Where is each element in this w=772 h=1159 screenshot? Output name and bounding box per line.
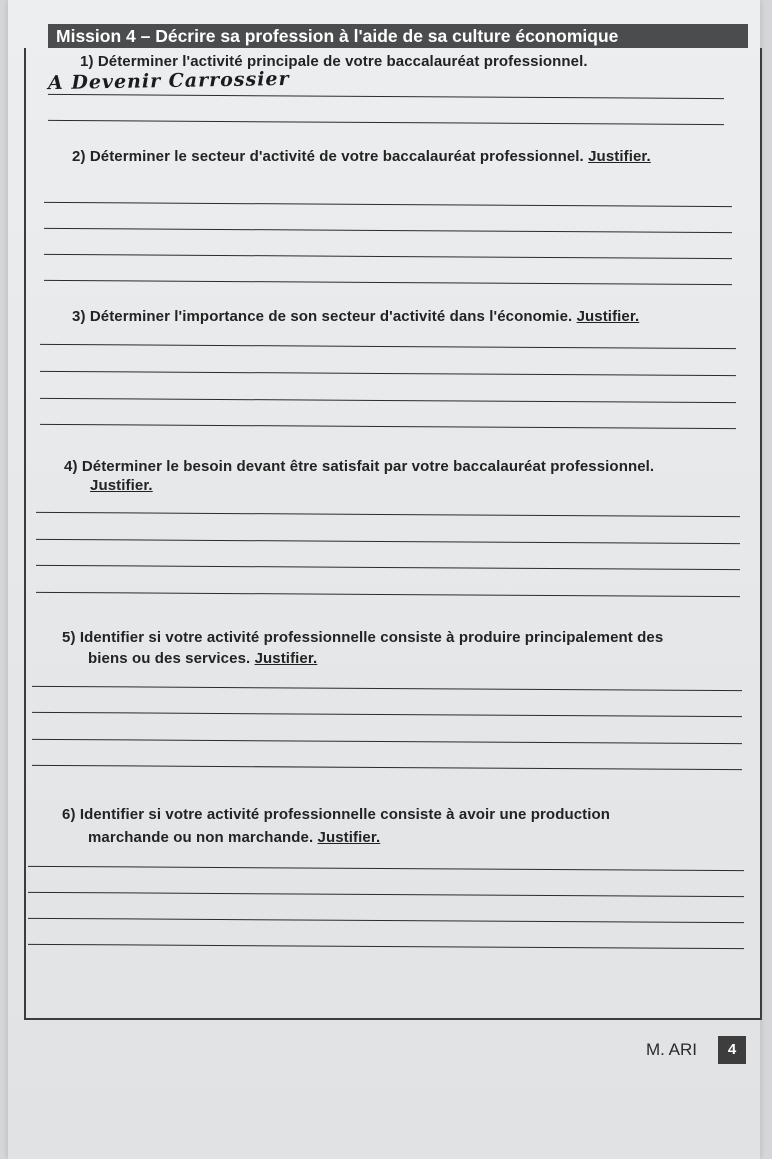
justify-label: Justifier.	[576, 308, 640, 325]
mission-title: Mission 4 – Décrire sa profession à l'aide de sa culture économique	[48, 24, 748, 48]
question-6	[62, 806, 610, 823]
question-3	[72, 308, 639, 325]
question-2	[72, 148, 651, 165]
question-text: Déterminer l'activité principale de votre baccalauréat professionnel.	[97, 53, 588, 70]
question-number: 1)	[80, 53, 94, 70]
justify-label: Justifier.	[317, 829, 381, 846]
question-text: marchande ou non marchande.	[88, 829, 314, 846]
question-number: 3)	[72, 308, 86, 325]
question-panel	[24, 48, 762, 1020]
question-text: biens ou des services.	[88, 650, 251, 667]
question-text: Déterminer le besoin devant être satisfait par votre baccalauréat professionnel.	[81, 458, 655, 475]
page-number: 4	[718, 1036, 746, 1064]
question-text: Identifier si votre activité professionnelle consiste à produire principalement des	[79, 629, 664, 646]
justify-label: Justifier.	[90, 477, 153, 494]
justify-label: Justifier.	[254, 650, 318, 667]
question-number: 2)	[72, 148, 86, 165]
author-name: M. ARI	[646, 1040, 698, 1059]
question-text: Identifier si votre activité professionnelle consiste à avoir une production	[79, 806, 611, 823]
question-text: Déterminer l'importance de son secteur d'activité dans l'économie.	[89, 308, 573, 325]
question-number: 6)	[62, 806, 76, 823]
question-5	[62, 629, 663, 646]
question-6-line2	[88, 829, 380, 846]
question-4	[64, 458, 654, 475]
question-5-line2	[88, 650, 317, 667]
question-number: 4)	[64, 458, 78, 475]
handwritten-answer[interactable]: A Devenir Carrossier	[47, 67, 290, 95]
question-1	[80, 53, 588, 70]
question-number: 5)	[62, 629, 76, 646]
question-4-justify	[90, 477, 153, 494]
justify-label: Justifier.	[588, 148, 651, 165]
question-text: Déterminer le secteur d'activité de votre baccalauréat professionnel.	[89, 148, 584, 165]
